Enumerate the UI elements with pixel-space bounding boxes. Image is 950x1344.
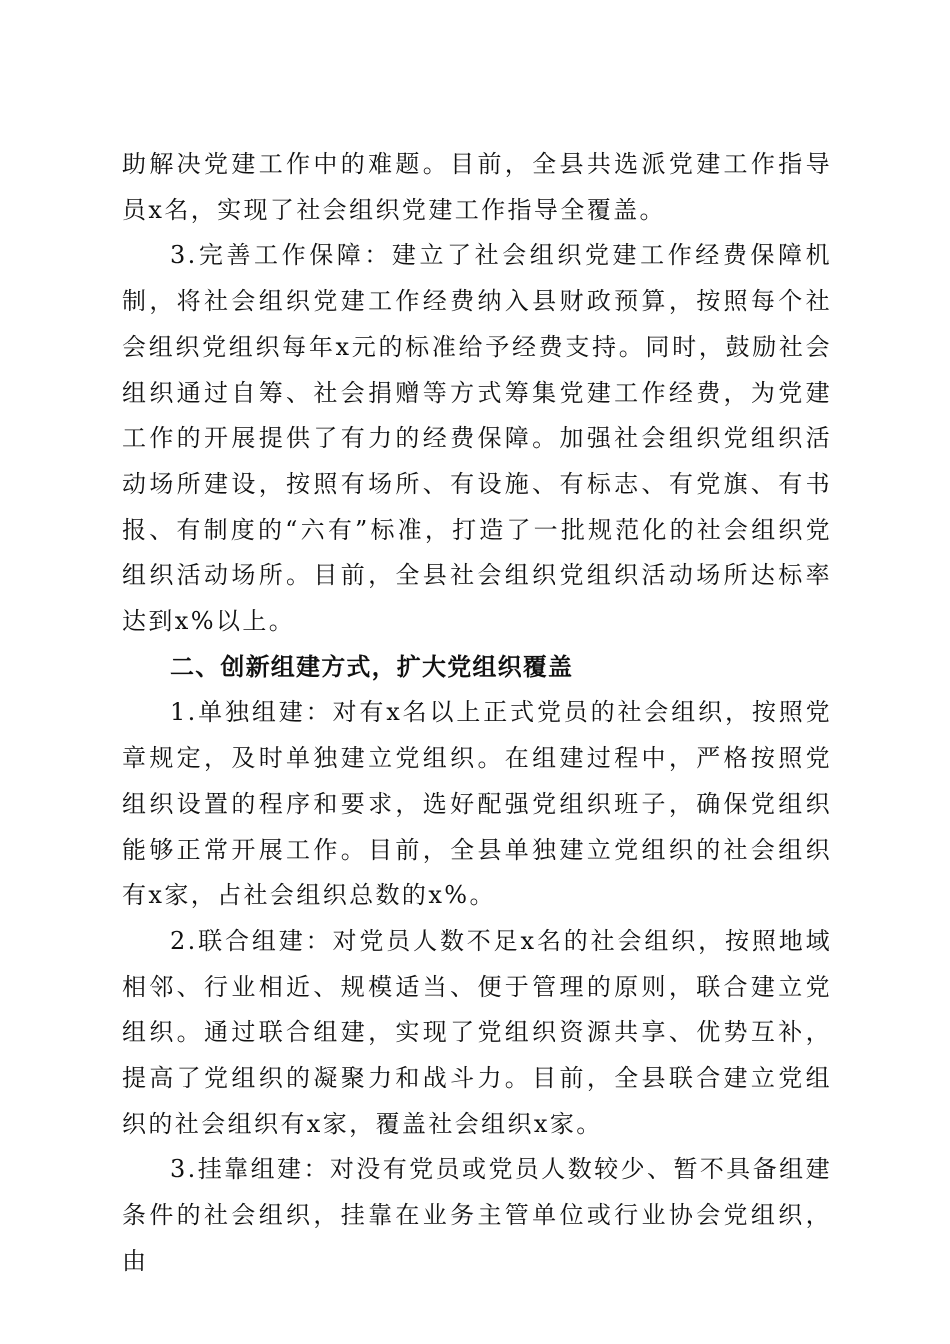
paragraph-independent-setup: 1.单独组建：对有x名以上正式党员的社会组织，按照党章规定，及时单独建立党组织。在组建过程中，严格按照党组织设置的程序和要求，选好配强党组织班子，确保党组织能够正常开展工作。目前，全县单独建立党组织的社会组织有x家，占社会组织总数的x%。 [122, 698, 832, 910]
paragraph-work-guarantee: 3.完善工作保障：建立了社会组织党建工作经费保障机制，将社会组织党建工作经费纳入县财政预算，按照每个社会组织党组织每年x元的标准给予经费支持。同时，鼓励社会组织通过自筹、社会捐赠等方式筹集党建工作经费，为党建工作的开展提供了有力的经费保障。加强社会组织党组织活动场所建设，按照有场所、有设施、有标志、有党旗、有书报、有制度的“六有”标准，打造了一批规范化的社会组织党组织活动场所。目前，全县社会组织党组织活动场所达标率达到x%以上。 [122, 241, 832, 636]
paragraph-continuation: 助解决党建工作中的难题。目前，全县共选派党建工作指导员x名，实现了社会组织党建工作指导全覆盖。 [122, 150, 832, 224]
section-heading: 二、创新组建方式，扩大党组织覆盖 [170, 652, 574, 681]
paragraph-affiliated-setup: 3.挂靠组建：对没有党员或党员人数较少、暂不具备组建条件的社会组织，挂靠在业务主管单位或行业协会党组织，由 [122, 1155, 832, 1275]
paragraph-joint-setup: 2.联合组建：对党员人数不足x名的社会组织，按照地域相邻、行业相近、规模适当、便于管理的原则，联合建立党组织。通过联合组建，实现了党组织资源共享、优势互补，提高了党组织的凝聚力和战斗力。目前，全县联合建立党组织的社会组织有x家，覆盖社会组织x家。 [122, 926, 832, 1138]
document-body [122, 142, 832, 1285]
